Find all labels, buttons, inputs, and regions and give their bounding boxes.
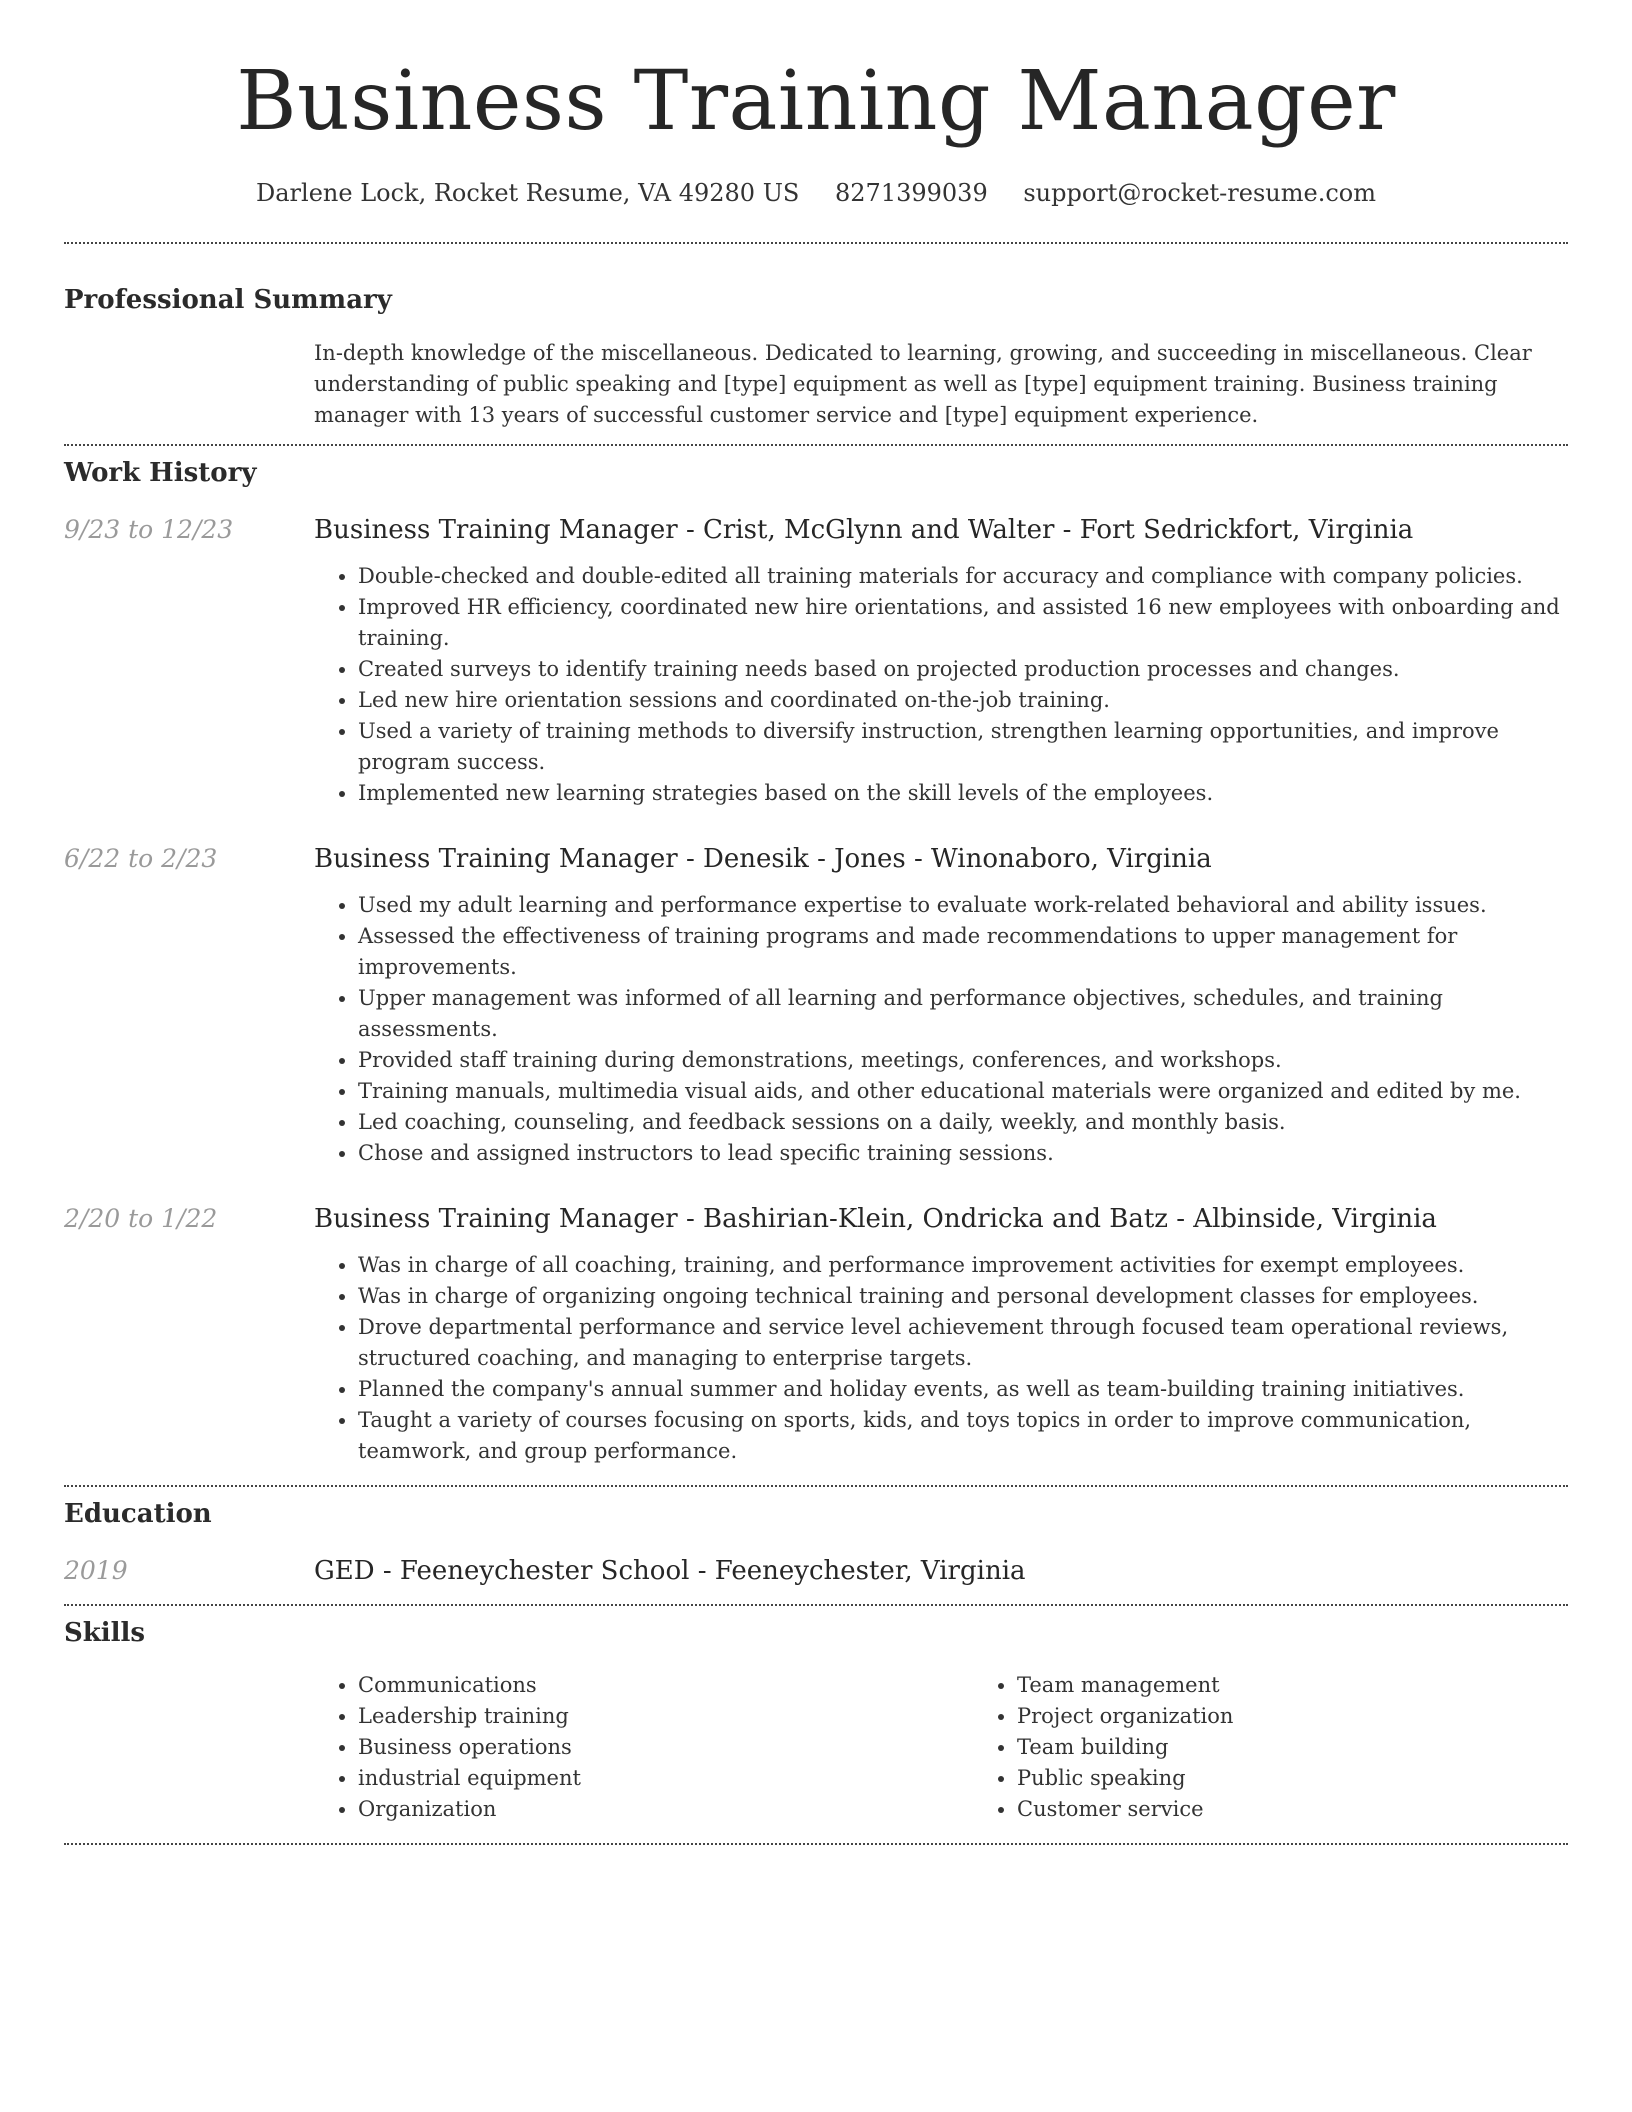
job-dates: 9/23 to 12/23 [64, 515, 234, 544]
skill-item: • Customer service [1017, 1794, 1632, 1825]
contact-email: support@rocket-resume.com [1023, 179, 1376, 207]
skill-item: • Project organization [1017, 1701, 1632, 1732]
job-bullet: • Created surveys to identify training needs based on projected production processes and changes. [358, 654, 1568, 685]
job-bullet: • Was in charge of all coaching, training, and performance improvement activities for exempt employees. [358, 1250, 1568, 1281]
skill-item: • Organization [358, 1794, 973, 1825]
resume-title: Business Training Manager [236, 54, 1396, 149]
section-divider [64, 1604, 1568, 1606]
skill-item: • Public speaking [1017, 1763, 1632, 1794]
skill-item: • Team management [1017, 1670, 1632, 1701]
job-bullet: • Provided staff training during demonstrations, meetings, conferences, and workshops. [358, 1045, 1568, 1076]
skill-item: • Business operations [358, 1732, 973, 1763]
education-section [64, 1497, 1568, 1588]
skill-item: • Leadership training [358, 1701, 973, 1732]
job-bullet: • Used a variety of training methods to diversify instruction, strengthen learning opportunities, and improve program success. [358, 716, 1568, 778]
job-bullets [314, 1250, 1568, 1467]
job-title: Business Training Manager - Crist, McGlynn and Walter - Fort Sedrickfort, Virginia [314, 515, 1414, 545]
section-divider [64, 444, 1568, 446]
job-bullet: • Led coaching, counseling, and feedback sessions on a daily, weekly, and monthly basis. [358, 1107, 1568, 1138]
skill-item: • Team building [1017, 1732, 1632, 1763]
skills-section [64, 1616, 1568, 1825]
section-divider [64, 1843, 1568, 1845]
job-bullet: • Upper management was informed of all learning and performance objectives, schedules, and training assessments. [358, 983, 1568, 1045]
job-bullet: • Led new hire orientation sessions and coordinated on-the-job training. [358, 685, 1568, 716]
professional-summary-section [64, 283, 1568, 431]
job-bullet: • Assessed the effectiveness of training programs and made recommendations to upper management for improvements. [358, 921, 1568, 983]
job-bullets [314, 890, 1568, 1169]
contact-phone: 8271399039 [835, 179, 988, 207]
contact-address: Darlene Lock, Rocket Resume, VA 49280 US [256, 179, 800, 207]
job-entry [64, 842, 1568, 1169]
work-history-section [64, 456, 1568, 1467]
contact-line [64, 178, 1568, 208]
job-dates: 6/22 to 2/23 [64, 844, 218, 873]
job-bullet: • Improved HR efficiency, coordinated new hire orientations, and assisted 16 new employees with onboarding and training. [358, 592, 1568, 654]
job-bullet: • Taught a variety of courses focusing on sports, kids, and toys topics in order to improve communication, teamwork, and group performance. [358, 1405, 1568, 1467]
job-bullet: • Double-checked and double-edited all training materials for accuracy and compliance with company policies. [358, 561, 1568, 592]
skills-list-left [314, 1670, 973, 1825]
job-bullet: • Drove departmental performance and service level achievement through focused team operational reviews, structured coaching, and managing to enterprise targets. [358, 1312, 1568, 1374]
job-bullet: • Used my adult learning and performance expertise to evaluate work-related behavioral and ability issues. [358, 890, 1568, 921]
summary-text: In-depth knowledge of the miscellaneous. Dedicated to learning, growing, and succeeding in miscellaneous. Clear understanding of public speaking and [type] equipment as well as [type] equipment training. Business training manager with 13 years of successful customer service and [type] equipment experience. [314, 341, 1532, 427]
education-year: 2019 [64, 1556, 128, 1585]
job-title: Business Training Manager - Bashirian-Klein, Ondricka and Batz - Albinside, Virginia [314, 1204, 1437, 1234]
section-divider [64, 1485, 1568, 1487]
section-heading-education: Education [64, 1499, 212, 1529]
job-title: Business Training Manager - Denesik - Jones - Winonaboro, Virginia [314, 844, 1212, 874]
education-entry: GED - Feeneychester School - Feeneychester, Virginia [314, 1556, 1026, 1586]
skills-list-right [973, 1670, 1632, 1825]
job-entry [64, 513, 1568, 809]
job-bullet: • Training manuals, multimedia visual aids, and other educational materials were organized and edited by me. [358, 1076, 1568, 1107]
job-entry [64, 1202, 1568, 1467]
section-heading-skills: Skills [64, 1618, 146, 1648]
skill-item: • industrial equipment [358, 1763, 973, 1794]
section-heading-work-history: Work History [64, 458, 257, 488]
job-bullet: • Implemented new learning strategies based on the skill levels of the employees. [358, 778, 1568, 809]
job-bullets [314, 561, 1568, 809]
resume-page [64, 0, 1568, 1845]
skill-item: • Communications [358, 1670, 973, 1701]
section-heading-summary: Professional Summary [64, 285, 392, 315]
job-bullet: • Chose and assigned instructors to lead specific training sessions. [358, 1138, 1568, 1169]
job-bullet: • Planned the company's annual summer and holiday events, as well as team-building training initiatives. [358, 1374, 1568, 1405]
section-divider [64, 242, 1568, 244]
job-dates: 2/20 to 1/22 [64, 1204, 218, 1233]
job-bullet: • Was in charge of organizing ongoing technical training and personal development classes for employees. [358, 1281, 1568, 1312]
